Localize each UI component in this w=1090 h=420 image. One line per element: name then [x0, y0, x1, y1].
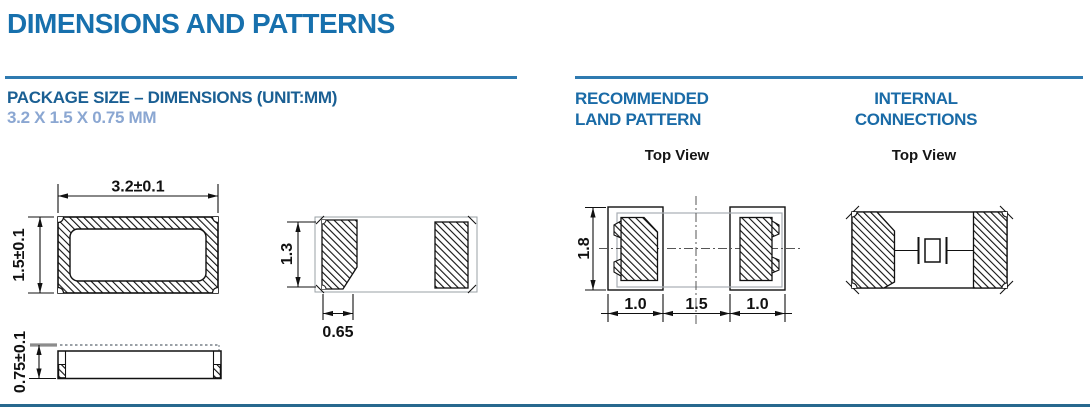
land-height-dim-label: 1.8 [576, 237, 593, 260]
right-pad [435, 222, 468, 288]
package-size-subheading: 3.2 X 1.5 X 0.75 MM [7, 108, 157, 127]
pad-height-dim-label: 1.3 [279, 242, 296, 266]
thickness-dimension [12, 331, 56, 393]
internal-connections-view-label: Top View [891, 147, 957, 164]
thickness-dim-label: 0.75±0.1 [12, 330, 29, 394]
internal-connections-drawing [846, 206, 1013, 294]
left-pad-dim-label: 1.0 [624, 296, 647, 313]
right-pad-dim-label: 1.0 [746, 296, 769, 313]
page-bottom-rule [0, 404, 1090, 407]
package-bottom-view-drawing [279, 216, 477, 341]
right-pad-overlay [740, 218, 772, 281]
left-pad-overlay [621, 218, 658, 281]
gap-dim-label: 1.5 [685, 296, 708, 313]
internal-connections-heading-line2: CONNECTIONS [854, 110, 978, 129]
left-solder-pad [59, 365, 66, 378]
internal-connections-heading-line1: INTERNAL [874, 89, 958, 108]
right-terminal [974, 212, 1008, 288]
land-pattern-heading-line2: LAND PATTERN [575, 110, 702, 129]
right-solder-pad [214, 365, 221, 378]
land-pattern-heading-line1: RECOMMENDED [575, 89, 709, 108]
package-size-heading: PACKAGE SIZE – DIMENSIONS (UNIT:MM) [7, 88, 338, 107]
pad-height-dimension [279, 222, 316, 287]
width-dimension [58, 179, 218, 214]
left-terminal [852, 212, 895, 288]
land-pattern-drawing [576, 196, 800, 326]
height-dim-label: 1.5±0.1 [11, 228, 28, 282]
pad-width-dimension [322, 294, 353, 341]
land-pattern-view-label: Top View [644, 147, 710, 164]
page-title: DIMENSIONS AND PATTERNS [7, 8, 395, 39]
package-side-view-drawing [12, 331, 221, 393]
width-dim-label: 3.2±0.1 [111, 178, 165, 196]
package-top-view-drawing [11, 179, 224, 299]
height-dimension [11, 217, 54, 293]
pad-width-dim-label: 0.65 [322, 324, 354, 341]
